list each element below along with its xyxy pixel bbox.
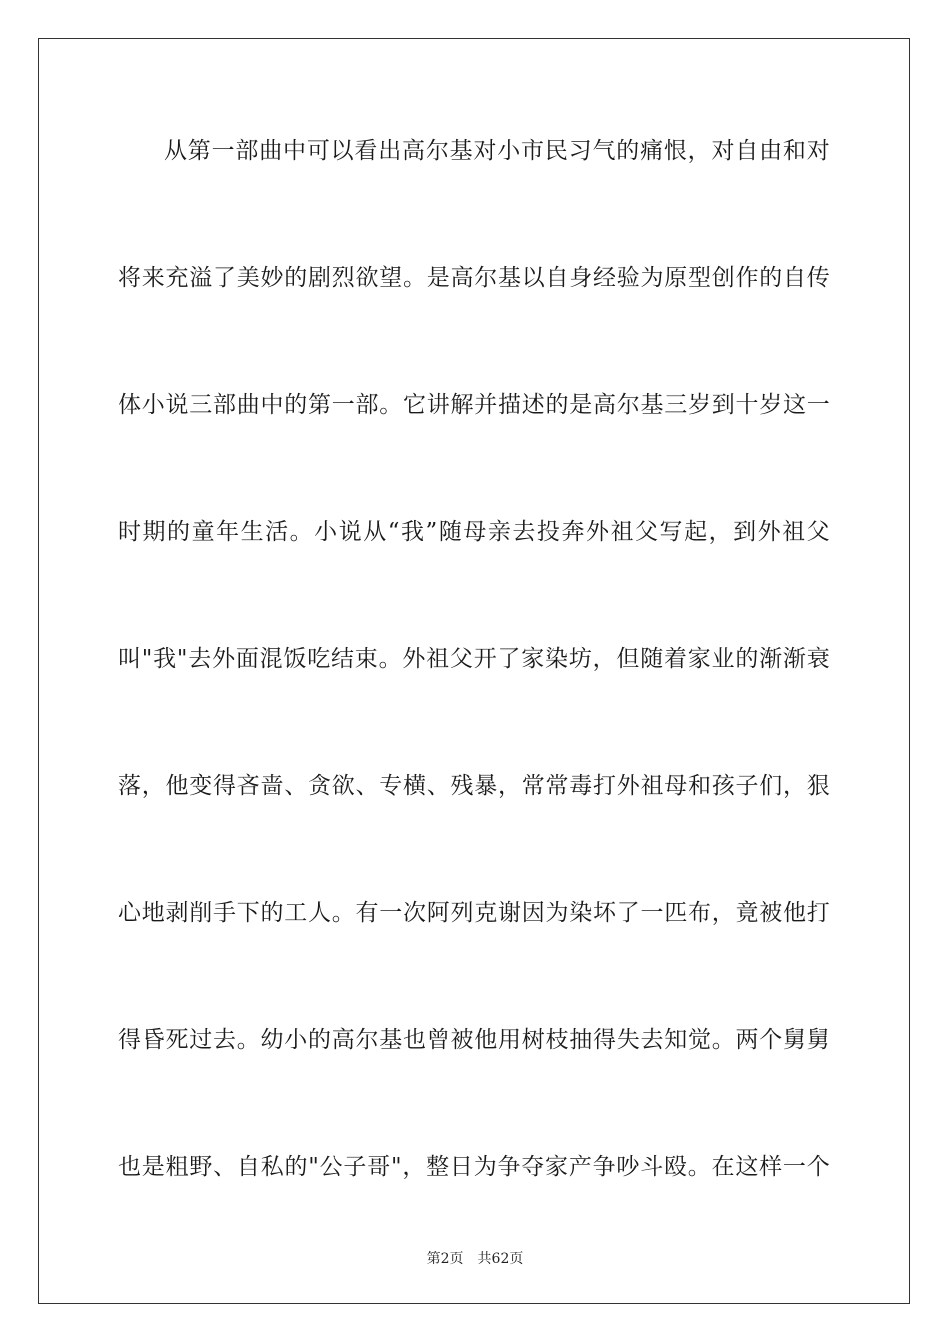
body-text: [118, 130, 830, 1273]
page-number: 第2页: [426, 1251, 464, 1267]
text-line: 从第一部曲中可以看出高尔基对小市民习气的痛恨，对自由和对: [164, 138, 830, 164]
text-line: 将来充溢了美妙的剧烈欲望。是高尔基以自身经验为原型创作的自传: [118, 265, 830, 291]
text-line: 心地剥削手下的工人。有一次阿列克谢因为染坏了一匹布，竟被他打: [118, 900, 830, 926]
text-line: 体小说三部曲中的第一部。它讲解并描述的是高尔基三岁到十岁这一: [118, 392, 830, 418]
text-line: 得昏死过去。幼小的高尔基也曾被他用树枝抽得失去知觉。两个舅舅: [118, 1027, 830, 1053]
page-total: 共62页: [477, 1251, 524, 1267]
text-line: 叫"我"去外面混饭吃结束。外祖父开了家染坊，但随着家业的渐渐衰: [118, 646, 830, 672]
text-line: 落，他变得吝啬、贪欲、专横、残暴，常常毒打外祖母和孩子们，狠: [118, 773, 830, 799]
page-footer: [0, 1248, 950, 1268]
text-line: 也是粗野、自私的"公子哥"，整日为争夺家产争吵斗殴。在这样一个: [118, 1154, 830, 1180]
text-line: 时期的童年生活。小说从“我”随母亲去投奔外祖父写起，到外祖父: [118, 519, 830, 545]
